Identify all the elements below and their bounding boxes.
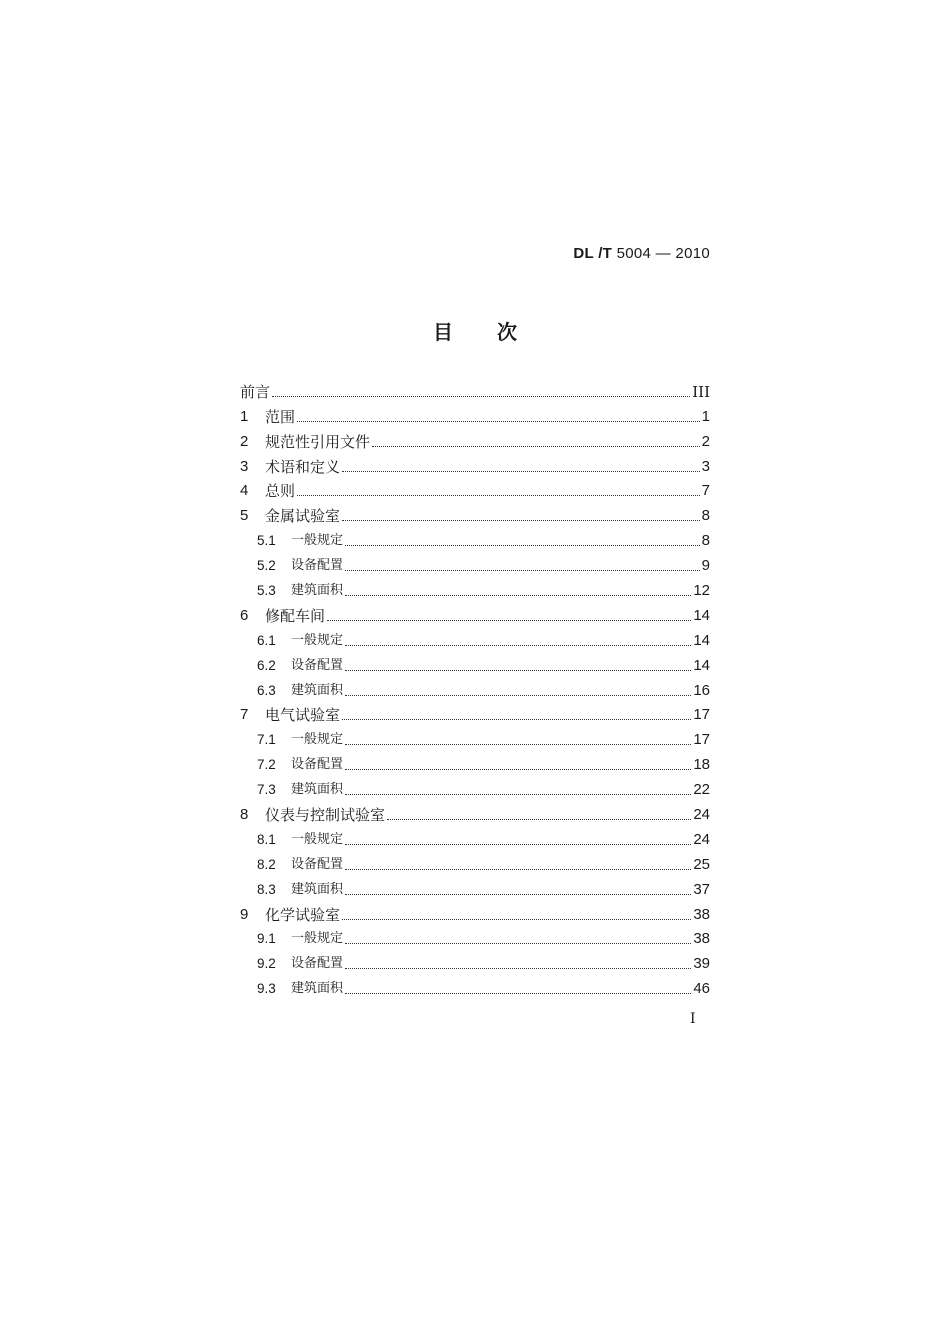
toc-entry-page: 17 (693, 706, 710, 724)
toc-entry-page: 46 (693, 980, 710, 998)
toc-entry-number: 9.3 (257, 981, 276, 997)
toc-subentry[interactable] (240, 628, 710, 653)
dot-leader (342, 719, 691, 720)
toc-subentry[interactable] (240, 877, 710, 902)
toc-entry-page: 8 (701, 507, 710, 525)
dot-leader (342, 520, 700, 521)
standard-code (573, 245, 710, 262)
toc-subentry[interactable] (240, 852, 710, 877)
toc-entry-page: 22 (693, 781, 710, 799)
toc-entry-page: 1 (701, 407, 710, 425)
dot-leader (345, 943, 691, 944)
toc-subentry[interactable] (240, 976, 710, 1001)
toc-entry[interactable] (240, 479, 710, 504)
toc-entry[interactable] (240, 802, 710, 827)
toc-entry-label: 一般规定 (291, 632, 344, 648)
dot-leader (345, 645, 691, 646)
toc-entry-label: 设备配置 (291, 657, 344, 673)
toc-entry-number: 9.2 (257, 956, 276, 972)
dot-leader (342, 471, 700, 472)
dot-leader (297, 495, 700, 496)
toc-entry-label: 建筑面积 (291, 782, 344, 798)
toc-entry-page: 14 (693, 606, 710, 624)
dot-leader (272, 396, 690, 397)
toc-entry-number: 8.2 (257, 856, 276, 872)
toc-subentry[interactable] (240, 528, 710, 553)
toc-entry-page: III (692, 382, 710, 401)
dot-leader (387, 819, 691, 820)
toc-entry-page: 39 (693, 955, 710, 973)
dot-leader (345, 744, 691, 745)
dot-leader (372, 446, 700, 447)
toc-entry-label: 设备配置 (291, 956, 344, 972)
toc-entry-number: 9.1 (257, 931, 276, 947)
toc-entry-page: 16 (693, 681, 710, 699)
page-number: I (690, 1011, 696, 1027)
toc-subentry[interactable] (240, 927, 710, 952)
toc-entry-number: 6.3 (257, 682, 276, 698)
toc-entry[interactable] (240, 454, 710, 479)
toc-entry-label: 金属试验室 (265, 507, 341, 526)
toc-subentry[interactable] (240, 752, 710, 777)
toc-entry-number: 7.1 (257, 732, 276, 748)
toc-entry-label: 电气试验室 (265, 706, 341, 725)
toc-entry-label: 建筑面积 (291, 583, 344, 599)
toc-subentry[interactable] (240, 827, 710, 852)
toc-entry-number: 4 (240, 482, 249, 500)
toc-entry-number: 5.1 (257, 533, 276, 549)
toc-entry-page: 8 (701, 532, 710, 550)
toc-subentry[interactable] (240, 678, 710, 703)
toc-entry-label: 设备配置 (291, 558, 344, 574)
toc-entry[interactable] (240, 603, 710, 628)
toc-entry-number: 3 (240, 457, 249, 475)
toc-entry-label: 前言 (240, 382, 271, 401)
toc-subentry[interactable] (240, 578, 710, 603)
toc-entry-number: 8 (240, 806, 249, 824)
toc-entry-page: 3 (701, 457, 710, 475)
toc-entry-page: 14 (693, 631, 710, 649)
toc-entry-label: 一般规定 (291, 931, 344, 947)
toc-entry-number: 6.2 (257, 657, 276, 673)
toc-entry[interactable] (240, 703, 710, 728)
toc-entry-page: 24 (693, 830, 710, 848)
toc-entry-number: 7 (240, 706, 249, 724)
toc-entry-label: 仪表与控制试验室 (265, 806, 386, 825)
toc-entry-label: 范围 (265, 407, 296, 426)
toc-entry-number: 6.1 (257, 632, 276, 648)
dot-leader (345, 595, 691, 596)
toc-entry-page: 38 (693, 930, 710, 948)
toc-entry-page: 18 (693, 756, 710, 774)
dot-leader (345, 769, 691, 770)
table-of-contents (240, 379, 710, 1001)
dot-leader (342, 919, 691, 920)
toc-entry-label: 术语和定义 (265, 457, 341, 476)
dot-leader (345, 545, 700, 546)
toc-entry-label: 建筑面积 (291, 881, 344, 897)
toc-entry-number: 5.3 (257, 583, 276, 599)
toc-entry-page: 17 (693, 731, 710, 749)
toc-entry-label: 建筑面积 (291, 981, 344, 997)
toc-entry-label: 修配车间 (265, 606, 326, 625)
toc-entry-number: 5.2 (257, 558, 276, 574)
toc-entry-page: 14 (693, 656, 710, 674)
toc-entry-number: 2 (240, 432, 249, 450)
toc-entry-number: 8.3 (257, 881, 276, 897)
toc-subentry[interactable] (240, 727, 710, 752)
toc-entry-label: 总则 (265, 482, 296, 501)
toc-entry-label: 一般规定 (291, 533, 344, 549)
standard-code-number: 5004 — 2010 (616, 245, 710, 262)
page-title-right: 次 (497, 320, 517, 344)
standard-code-prefix: DL /T (573, 245, 613, 262)
toc-entry-number: 5 (240, 507, 249, 525)
toc-entry-page: 7 (701, 482, 710, 500)
toc-entry[interactable] (240, 404, 710, 429)
toc-subentry[interactable] (240, 653, 710, 678)
toc-subentry[interactable] (240, 553, 710, 578)
dot-leader (345, 794, 691, 795)
toc-entry-page: 38 (693, 905, 710, 923)
toc-entry-page: 37 (693, 880, 710, 898)
toc-entry-page: 12 (693, 582, 710, 600)
toc-entry-page: 2 (701, 432, 710, 450)
dot-leader (327, 620, 691, 621)
dot-leader (345, 695, 691, 696)
dot-leader (345, 570, 700, 571)
toc-entry-number: 7.3 (257, 782, 276, 798)
toc-entry-label: 一般规定 (291, 732, 344, 748)
toc-entry-page: 9 (701, 557, 710, 575)
toc-entry-number: 6 (240, 606, 249, 624)
toc-subentry[interactable] (240, 777, 710, 802)
toc-entry-number: 8.1 (257, 831, 276, 847)
toc-entry[interactable] (240, 902, 710, 927)
toc-entry-label: 规范性引用文件 (265, 432, 371, 451)
toc-entry-number: 7.2 (257, 757, 276, 773)
toc-entry[interactable] (240, 379, 710, 404)
toc-entry-label: 一般规定 (291, 831, 344, 847)
toc-entry-page: 24 (693, 806, 710, 824)
dot-leader (345, 844, 691, 845)
toc-entry[interactable] (240, 429, 710, 454)
dot-leader (345, 968, 691, 969)
dot-leader (345, 869, 691, 870)
toc-entry-label: 设备配置 (291, 856, 344, 872)
toc-entry-label: 建筑面积 (291, 682, 344, 698)
toc-entry-number: 9 (240, 905, 249, 923)
toc-entry-number: 1 (240, 407, 249, 425)
toc-entry[interactable] (240, 503, 710, 528)
dot-leader (297, 421, 700, 422)
toc-subentry[interactable] (240, 951, 710, 976)
dot-leader (345, 670, 691, 671)
toc-entry-label: 化学试验室 (265, 905, 341, 924)
toc-entry-label: 设备配置 (291, 757, 344, 773)
page-title (0, 316, 950, 345)
dot-leader (345, 993, 691, 994)
toc-entry-page: 25 (693, 855, 710, 873)
page-title-left: 目 (433, 320, 453, 344)
dot-leader (345, 894, 691, 895)
